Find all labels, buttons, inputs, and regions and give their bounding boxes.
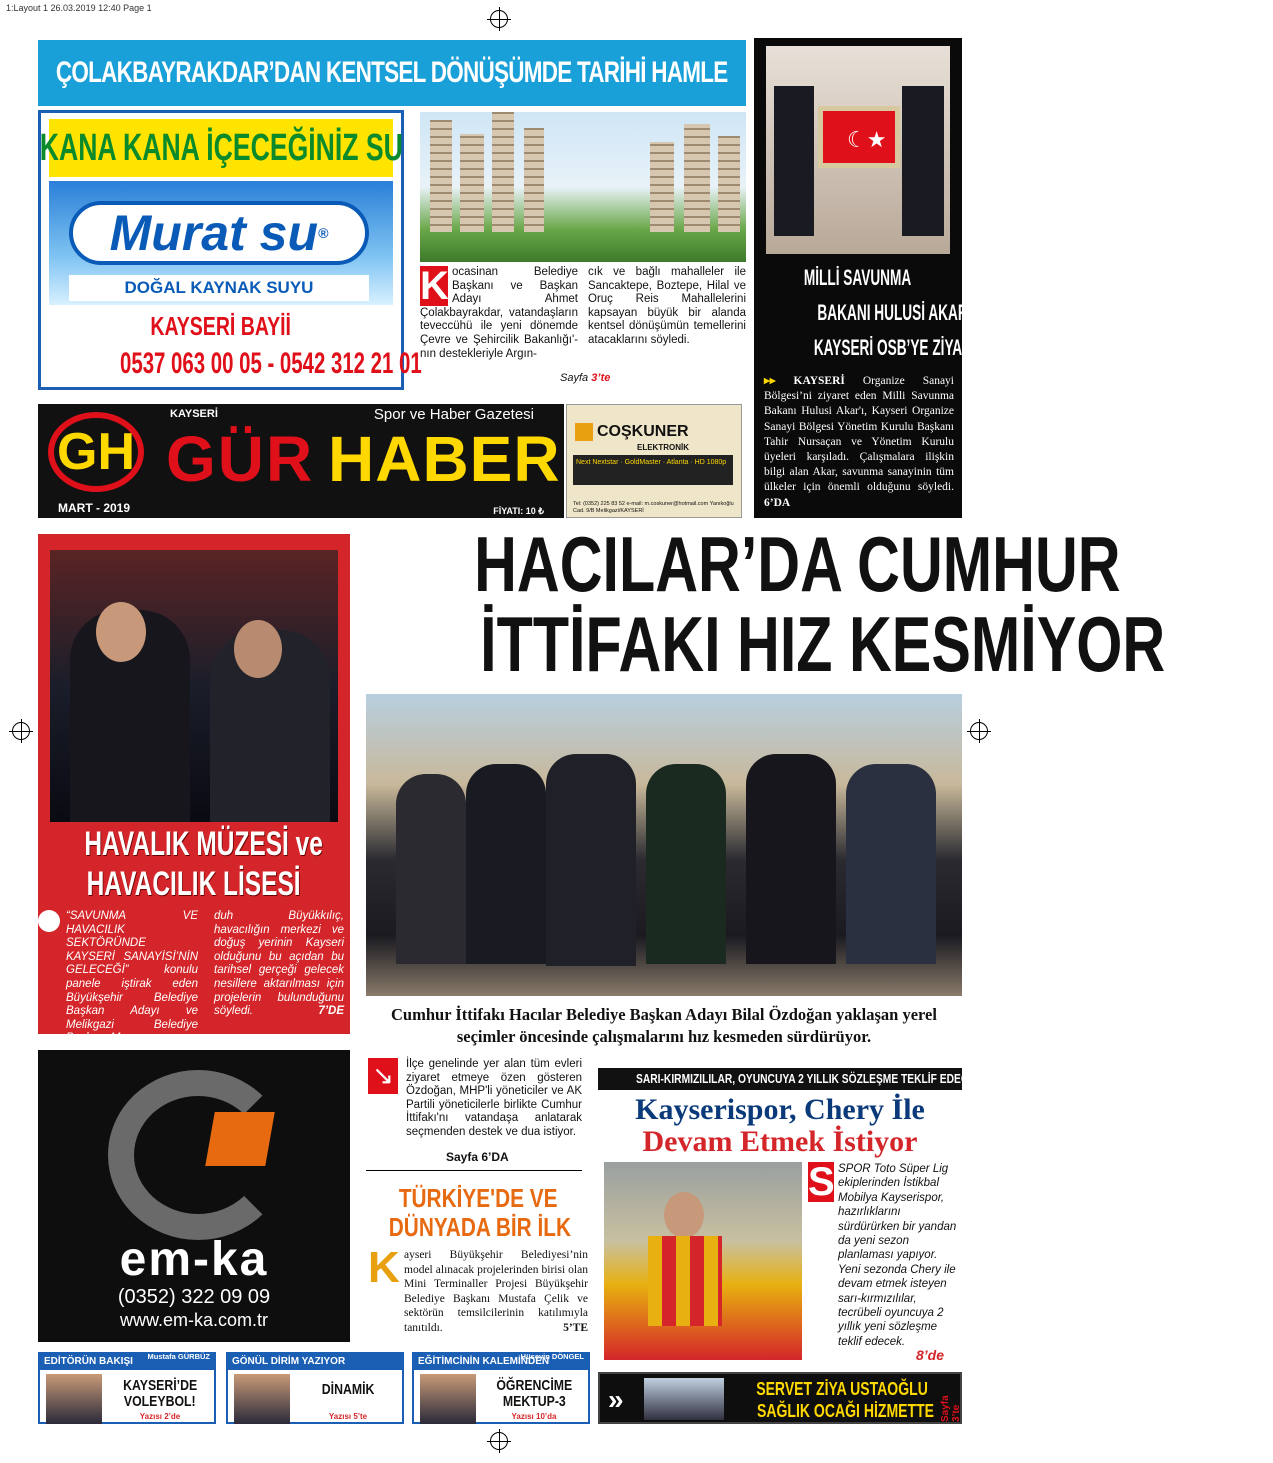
servet-photo (644, 1378, 724, 1420)
kayserispor-text: SPOR Toto Süper Lig ekiplerinden İstikbal Mobilya Kayserispor, hazırlıklarını sürdürürken bir yandan da yeni sezon planlaması yapıyor. Yeni sezonda Chery ile devam etmek isteyen sarı-kırmızılılar, tecrübeli oyuncuya 2 yıllık yeni sözleşme teklif edecek. (838, 1163, 957, 1348)
dropcap: K (420, 264, 449, 308)
kayserispor-page-ref[interactable]: 8’de (916, 1347, 945, 1363)
servet-title: SERVET ZİYA USTAOĞLU SAĞLIK OCAĞI HİZMETTE (756, 1379, 935, 1421)
hacilar-story-text: İlçe genelinde yer alan tüm evleri ziyaret etmeye özen gösteren Özdoğan, MHP'li yöneticiler ve AK Partili yöneticilerle birlikte Cumhur İttifakı'nı vatandaşa anlatarak seçmenden destek ve dua istiyor. (406, 1058, 582, 1138)
masthead-name-haber: HABER (328, 423, 561, 495)
emka-web: www.em-ka.com.tr (119, 1310, 269, 1330)
kayserispor-title[interactable]: Kayserispor, Chery İle Devam Etmek İstiyor (635, 1093, 925, 1158)
coskuner-sub: ELEKTRONİK (637, 443, 689, 452)
coskuner-ad[interactable] (566, 404, 742, 518)
akar-text: ▸▸ KAYSERİ Organize Sanayi Bölgesi’ni ziyaret eden Milli Savunma Bakanı Hulusi Akar'ı, Kayseri Organize Sanayi Bölgesi Yönetim Kurulu Başkanı Tahir Nursaçan ve Yönetim Kurulu üyeleri karşıladı. Çalışmalara ilişkin bilgi alan Akar, savunma sanayinin tüm ülkeler için önemli olduğunu söyledi. 6’DA (764, 375, 954, 509)
coskuner-contact: Tel: (0352) 225 83 52 e-mail: m.coskuner@hotmail.com Yanıkoğlu Cad. 9/B Melikgazi/KAYSERİ (573, 501, 734, 514)
coskuner-name: COŞKUNER (597, 423, 689, 440)
avatar (234, 1374, 290, 1424)
registration-mark-icon (490, 1432, 508, 1450)
arrow-icon: ↘ (368, 1058, 398, 1094)
murat-su-logo: Murat su ® (69, 201, 369, 265)
gur-haber-logo: GH (48, 412, 144, 492)
issue-date: MART - 2019 (58, 501, 131, 515)
top-headline[interactable]: ÇOLAKBAYRAKDAR’DAN KENTSEL DÖNÜŞÜMDE TARİHİ HAMLE (38, 40, 746, 106)
chevron-right-icon: ▸▸ (764, 375, 794, 387)
emka-phone: (0352) 322 09 09 (117, 1286, 271, 1308)
hacilar-main-photo[interactable] (366, 694, 962, 996)
akar-photo (766, 46, 950, 254)
avatar (46, 1374, 102, 1424)
ad-subtitle: DOĞAL KAYNAK SUYU (69, 275, 369, 301)
servet-banner[interactable] (598, 1372, 962, 1424)
emka-ad[interactable] (38, 1050, 350, 1342)
main-caption: Cumhur İttifakı Hacılar Belediye Başkan Adayı Bilal Özdoğan yaklaşan yerel seçimler öncesinde çalışmalarını hız kesmeden sürdürüyor. (391, 1005, 937, 1046)
akar-title: MİLLİ SAVUNMA BAKANI HULUSİ AKAR’DAN, KAYSERİ OSB’YE ZİYARET (804, 265, 1005, 360)
murat-su-ad[interactable] (38, 110, 422, 390)
coskuner-brands: Next Nextstar · GoldMaster · Atlanta · HD 1080p (573, 455, 733, 485)
emka-name: em-ka (119, 1233, 269, 1286)
print-slug: 1:Layout 1 26.03.2019 12:40 Page 1 (6, 3, 152, 13)
havalik-title: HAVALIK MÜZESİ ve HAVACILIK LİSESİ (84, 825, 323, 903)
turkish-flag-icon: ☾★ (818, 106, 900, 168)
masthead[interactable] (38, 404, 564, 518)
masthead-city: KAYSERİ (170, 408, 218, 420)
servet-page-ref: Sayfa 3’te (940, 1395, 962, 1422)
turkiye-text: ayseri Büyükşehir Belediyesi’nin model alınacak projelerinden birisi olan Mini Terminaller Projesi Büyükşehir Belediye Başkanı Mustafa Çelik ve sektörün temsilcilerinin katılımıyla tanıtıldı. 5’TE (404, 1249, 588, 1334)
turkiye-title[interactable]: TÜRKİYE'DE VE DÜNYADA BİR İLK (388, 1183, 571, 1242)
kentsel-story[interactable]: K ocasinan Belediye Başkanı ve Başkan Adayı Ahmet Çolakbayrakdar, vatandaşların teveccühü ile yeni dönemde Çevre ve Şehircilik Bakanlığı'-nın destekleriyle Argın- cık ve bağlı mahalleler ile Sancaktepe, Boztepe, Hilal ve Oruç Reis Mahallelerini kapsayan büyük bir alanda kentsel dönüşümün temellerini atacaklarını söyledi. (420, 264, 746, 360)
registration-mark-icon (970, 722, 988, 740)
dropcap: S (808, 1160, 835, 1204)
registration-mark-icon (12, 722, 30, 740)
ad-dealer: KAYSERİ BAYİİ (150, 311, 292, 341)
column-egitimci[interactable]: EĞİTİMCİNİN KALEMİNDEN Hüseyin DÖNGEL ÖĞRENCİME MEKTUP-3 Yazısı 10’da (412, 1352, 590, 1424)
avatar (420, 1374, 476, 1424)
kayserispor-band: SARI-KIRMIZILILAR, OYUNCUYA 2 YILLIK SÖZLEŞME TEKLİF EDECEK (598, 1068, 962, 1090)
registration-mark-icon (490, 10, 508, 28)
kentsel-page-ref[interactable]: Sayfa 3’te (560, 372, 611, 384)
dropcap: K (368, 1243, 400, 1292)
double-chevron-icon: » (608, 1384, 624, 1415)
masthead-name-gur: GÜR (166, 423, 315, 495)
ad-water-graphic (49, 181, 393, 305)
ad-phones: 0537 063 00 05 - 0542 312 21 01 (119, 347, 422, 380)
kayserispor-photo[interactable] (604, 1162, 802, 1360)
divider (366, 1170, 582, 1171)
akar-osb-box[interactable] (754, 38, 1005, 518)
hacilar-page-ref[interactable]: Sayfa 6’DA (446, 1150, 509, 1164)
column-editor[interactable]: EDİTÖRÜN BAKIŞI Mustafa GÜRBÜZ KAYSERİ’DE VOLEYBOL! Yazısı 2’de (38, 1352, 216, 1424)
column-gonul[interactable]: GÖNÜL DİRİM YAZIYOR DİNAMİK Yazısı 5’te (226, 1352, 404, 1424)
havalik-photo (50, 550, 338, 822)
ad-tagline: KANA KANA İÇECEĞİNİZ SU (49, 119, 393, 177)
masthead-slogan: Spor ve Haber Gazetesi (373, 406, 534, 423)
main-headline[interactable]: HACILAR’DA CUMHUR İTTİFAKI HIZ KESMİYOR (474, 520, 1166, 688)
coskuner-logo-icon (575, 423, 593, 441)
havalik-story[interactable] (38, 534, 350, 1045)
bullet-icon (38, 910, 60, 932)
havalik-col1: “SAVUNMA VE HAVACILIK SEKTÖRÜNDE KAYSERİ SANAYİSİ’NİN GELECEĞİ” konulu panele iştirak eden Büyükşehir Belediye Başkan Adayı ve Melikgazi Belediye Başkanı Mem- (66, 910, 198, 1045)
issue-price: FİYATI: 10 ₺ (493, 506, 544, 516)
havalik-col2: duh Büyükkılıç, havacılığın merkezi ve doğuş yerinin Kayseri olduğunu bu açıdan bu tarihsel gerçeği gelecek nesillere aktarılması için projelerin bulunduğunu söyledi. 7’DE (214, 910, 344, 1018)
kentsel-donusum-photo[interactable] (420, 112, 746, 262)
